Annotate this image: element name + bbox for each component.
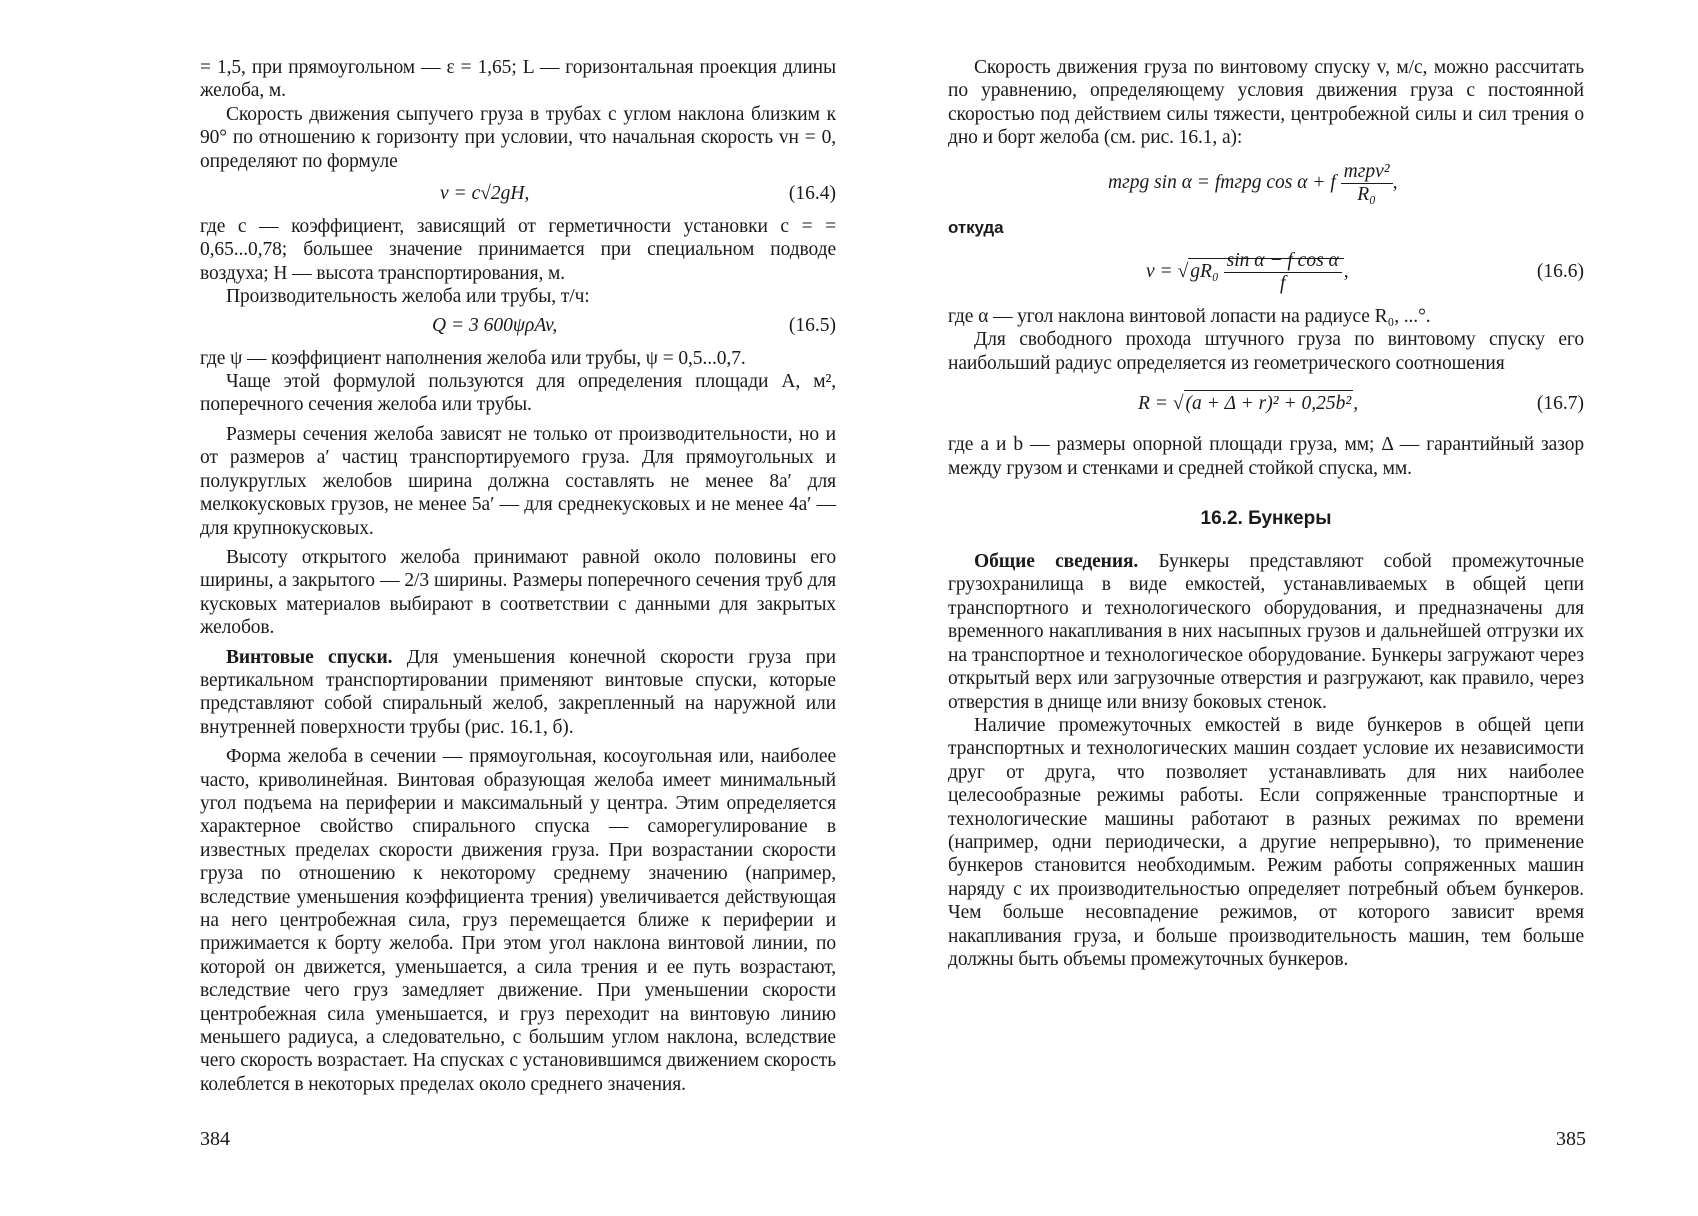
fraction-numerator: mгрv² [1341,161,1393,184]
paragraph: где a и b — размеры опорной площади груза, мм; Δ — гарантийный зазор между грузом и стенками и средней стойкой спуска, мм. [948,434,1584,479]
equation-tail: , [1392,171,1398,193]
left-page [200,56,836,1096]
run-in-heading: Винтовые спуски. [226,646,393,668]
section-heading: 16.2. Бункеры [1200,508,1332,530]
paragraph [200,646,836,740]
formula-number: (16.7) [1536,393,1584,415]
fraction [1341,161,1393,206]
paragraph: Наличие промежуточных емкостей в виде бункеров в общей цепи транспортных и технологических машин создает условие их независимости друг от друга, что позволяет устанавливать для них наиболее целесообразные режимы работы. Если сопряженные транспортные и технологические машины работают в разных режимах по времени (например, одни периодически, а другие непрерывно), то применение бункеров становится необходимым. Режим работы сопряженных машин наряду с их производительностью определяет потребный объем бункеров. Чем больше несовпадение режимов, от которого зависит время накапливания груза, и больше производительность машин, тем больше должны быть объемы промежуточных бункеров. [948,714,1584,970]
paragraph: = 1,5, при прямоугольном — ε = 1,65; L — горизонтальная проекция длины желоба, м. [200,57,836,102]
right-page [948,56,1584,971]
formula-expression [1108,154,1397,212]
formula-16-4 [200,177,836,211]
formula-expression: R = √ (a + Δ + r)² + 0,25b² , [1138,387,1358,421]
formula-16-7 [948,387,1584,421]
paragraph: Для свободного прохода штучного груза по винтовому спуску его наибольший радиус определяется из геометрического соотношения [948,329,1584,374]
equation-lhs: mгрg sin α = fmгрg cos α + f [1108,171,1336,193]
fraction-numerator: sin α − f cos α [1224,250,1342,273]
paragraph [948,550,1584,714]
fraction-denominator: R₀ [1357,183,1376,205]
formula-number: (16.4) [788,183,836,205]
formula-16-6 [948,243,1584,301]
formula-tail: , [1343,261,1349,283]
fraction-denominator: f [1279,273,1286,295]
connective-word: откуда [948,217,1004,237]
paragraph: Размеры сечения желоба зависят не только от производительности, но и от размеров a′ частиц транспортируемого груза. Для прямоугольных и полукруглых желобов ширина должна составлять не менее 8a′ для мелкокусковых грузов, не менее 5a′ — для среднекусковых и не менее 4a′ — для крупнокусковых. [200,423,836,539]
formula-expression: Q = 3 600ψρAv, [432,314,558,336]
page-number-right: 385 [1556,1128,1586,1150]
paragraph-text: Для уменьшения конечной скорости груза при вертикальном транспортировании применяют винтовые спуски, которые представляют собой спиральный желоб, закрепленный на наружной или внутренней поверхности трубы (рис. 16.1, б). [200,646,836,738]
formula-lhs: R = [1138,393,1168,415]
run-in-heading: Общие сведения. [974,551,1139,573]
page-number-left: 384 [200,1128,230,1150]
paragraph: Форма желоба в сечении — прямоугольная, косоугольная или, наиболее часто, криволинейная. Винтовая образующая желоба имеет минимальный угол подъема на периферии и максимальный у центра. Этим определяется характерное свойство спирального спуска — саморегулирование в известных пределах скорости движения груза. При возрастании скорости груза по отношению к некоторому среднему значению (например, вследствие уменьшения коэффициента трения) увеличивается действующая на него центробежная сила, груз перемещается ближе к периферии и прижимается к борту желоба. При этом угол наклона винтовой линии, по которой он движется, уменьшается, а сила трения и ее путь возрастают, вследствие чего груз замедляет движение. При уменьшении скорости центробежная сила уменьшается, и груз переходит на винтовую линию меньшего радиуса, а следовательно, с большим углом наклона, вследствие чего скорость возрастает. На спусках с установившимся движением скорость колеблется в некоторых пределах около среднего значения. [200,746,836,1095]
formula-tail: , [1353,393,1359,415]
formula-16-5 [200,309,836,343]
paragraph: где ψ — коэффициент наполнения желоба или трубы, ψ = 0,5...0,7. [200,347,746,369]
paragraph: Чаще этой формулой пользуются для определения площади A, м², поперечного сечения желоба или трубы. [200,371,836,416]
paragraph: где c — коэффициент, зависящий от герметичности установки c = = 0,65...0,78; большее значение принимается при специальном подводе воздуха; H — высота транспортирования, м. [200,216,836,284]
fraction [1224,250,1342,295]
formula-expression: v = c√2gH, [440,183,530,205]
radical-factor: gR₀ [1190,261,1219,283]
paragraph-text: Бункеры представляют собой промежуточные грузохранилища в виде емкостей, устанавливаемых в общей цепи транспортного и технологического оборудования, и предназначены для временного накапливания в них насыпных грузов и дальнейшей отгрузки их на транспортное и технологическое оборудование. Бункеры загружают через открытый верх или загрузочные отверстия и разгружают, как правило, через отверстия в днище или внизу боковых стенок. [948,551,1584,713]
formula-expression: v = √ gR₀ $\frac{\text{sin α − f cos α}}{f}$ , [1146,250,1349,295]
paragraph: Скорость движения груза по винтовому спуску v, м/с, можно рассчитать по уравнению, определяющему условия движения груза с постоянной скоростью под действием силы тяжести, центробежной силы и сил трения о дно и борт желоба (см. рис. 16.1, а): [948,57,1584,149]
paragraph: Высоту открытого желоба принимают равной около половины его ширины, а закрытого — 2/3 ширины. Размеры поперечного сечения труб для кусковых материалов выбирают в соответствии с данными для закрытых желобов. [200,546,836,639]
formula-number: (16.5) [788,314,836,336]
paragraph: Скорость движения сыпучего груза в трубах с углом наклона близким к 90° по отношению к горизонту при условии, что начальная скорость vн = 0, определяют по формуле [200,103,836,172]
formula-number: (16.6) [1536,261,1584,283]
paragraph: где α — угол наклона винтовой лопасти на радиусе R₀, ...°. [948,306,1431,328]
equation-motion [948,154,1584,212]
radical: (a + Δ + r)² + 0,25b² [1184,390,1354,414]
paragraph: Производительность желоба или трубы, т/ч: [226,286,590,308]
formula-lhs: v = [1146,261,1173,283]
